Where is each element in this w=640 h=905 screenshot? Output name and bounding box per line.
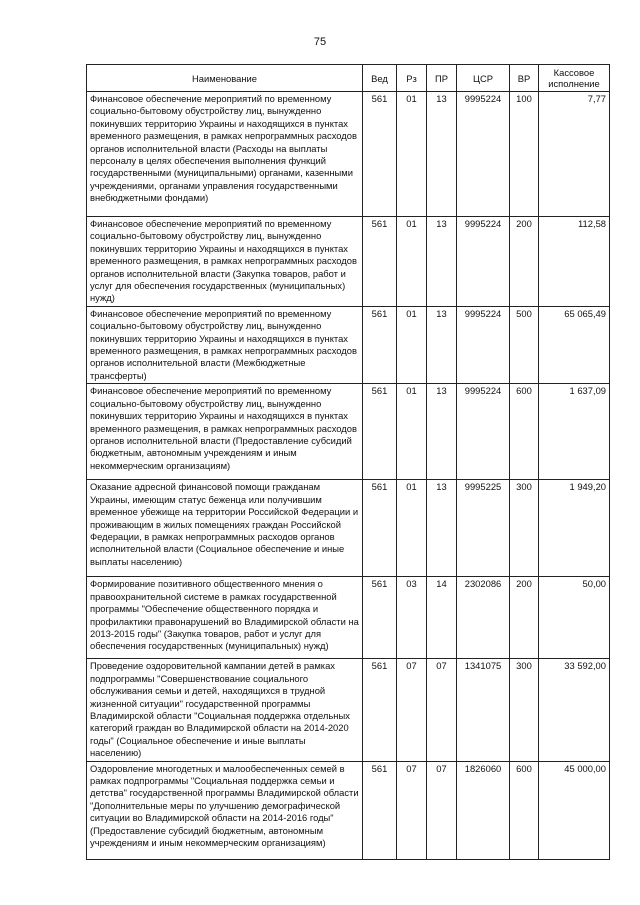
row-pr: 07 <box>427 659 457 761</box>
row-csr: 9995225 <box>457 480 510 577</box>
row-name: Финансовое обеспечение мероприятий по временному социально-бытовому обустройству лиц, вынужденно покинувших территорию Украины и находящихся в пунктах временного размещения, в рамках непрограммных расходов органов исполнительной власти (Закупка товаров, работ и услуг для обеспечения государственных (муниципальных) нужд) <box>87 217 363 307</box>
row-vr: 200 <box>510 577 539 659</box>
row-amount: 65 065,49 <box>539 306 610 383</box>
header-csr: ЦСР <box>457 65 510 92</box>
row-vr: 100 <box>510 92 539 217</box>
row-rz: 01 <box>397 480 427 577</box>
row-pr: 13 <box>427 480 457 577</box>
row-amount: 112,58 <box>539 217 610 307</box>
header-ved: Вед <box>363 65 397 92</box>
table-row <box>87 217 610 307</box>
table-row <box>87 577 610 659</box>
row-ved: 561 <box>363 306 397 383</box>
row-vr: 200 <box>510 217 539 307</box>
table-row <box>87 384 610 480</box>
row-csr: 1341075 <box>457 659 510 761</box>
row-csr: 9995224 <box>457 306 510 383</box>
row-ved: 561 <box>363 577 397 659</box>
row-rz: 01 <box>397 306 427 383</box>
row-amount: 33 592,00 <box>539 659 610 761</box>
row-ved: 561 <box>363 92 397 217</box>
row-pr: 13 <box>427 306 457 383</box>
row-name: Финансовое обеспечение мероприятий по временному социально-бытовому обустройству лиц, вынужденно покинувших территорию Украины и находящихся в пунктах временного размещения, в рамках непрограммных расходов органов исполнительной власти (Расходы на выплаты персоналу в целях обеспечения выполнения функций государственными (муниципальными) органами, казенными учреждениями, органами управления государственными внебюджетными фондами) <box>87 92 363 217</box>
page-number: 75 <box>313 36 327 48</box>
row-rz: 01 <box>397 92 427 217</box>
row-name: Финансовое обеспечение мероприятий по временному социально-бытовому обустройству лиц, вынужденно покинувших территорию Украины и находящихся в пунктах временного размещения, в рамках непрограммных расходов органов исполнительной власти (Межбюджетные трансферты) <box>87 306 363 383</box>
row-vr: 600 <box>510 384 539 480</box>
header-rz: Рз <box>397 65 427 92</box>
header-pr: ПР <box>427 65 457 92</box>
row-name: Формирование позитивного общественного мнения о правоохранительной системе в рамках государственной программы "Обеспечение общественного порядка и профилактики правонарушений во Владимирской области на 2013-2015 годы" (Закупка товаров, работ и услуг для обеспечения государственных (муниципальных) нужд) <box>87 577 363 659</box>
row-pr: 13 <box>427 217 457 307</box>
table-row <box>87 480 610 577</box>
row-ved: 561 <box>363 659 397 761</box>
table-row <box>87 761 610 859</box>
budget-execution-table <box>86 64 610 860</box>
row-vr: 500 <box>510 306 539 383</box>
row-rz: 07 <box>397 659 427 761</box>
row-name: Оздоровление многодетных и малообеспеченных семей в рамках подпрограммы "Социальная поддержка семьи и детства" государственной программы Владимирской области "Дополнительные меры по улучшению демографической ситуации во Владимирской области на 2014-2016 годы" (Предоставление субсидий бюджетным, автономным учреждениям и иным некоммерческим организациям) <box>87 761 363 859</box>
row-amount: 7,77 <box>539 92 610 217</box>
header-name: Наименование <box>87 65 363 92</box>
row-pr: 13 <box>427 92 457 217</box>
row-ved: 561 <box>363 761 397 859</box>
row-pr: 13 <box>427 384 457 480</box>
table-row <box>87 659 610 761</box>
row-csr: 2302086 <box>457 577 510 659</box>
row-ved: 561 <box>363 384 397 480</box>
row-name: Финансовое обеспечение мероприятий по временному социально-бытовому обустройству лиц, вынужденно покинувших территорию Украины и находящихся в пунктах временного размещения, в рамках непрограммных расходов органов исполнительной власти (Предоставление субсидий бюджетным, автономным учреждениям и иным некоммерческим организациям) <box>87 384 363 480</box>
row-csr: 9995224 <box>457 384 510 480</box>
row-rz: 01 <box>397 217 427 307</box>
header-vr: ВР <box>510 65 539 92</box>
row-rz: 03 <box>397 577 427 659</box>
row-amount: 50,00 <box>539 577 610 659</box>
row-csr: 9995224 <box>457 92 510 217</box>
row-csr: 1826060 <box>457 761 510 859</box>
row-name: Проведение оздоровительной кампании детей в рамках подпрограммы "Совершенствование социального обслуживания семьи и детей, находящихся в трудной жизненной ситуации" государственной программы Владимирской области "Социальная поддержка отдельных категорий граждан во Владимирской области на 2014-2020 годы" (Социальное обеспечение и иные выплаты населению) <box>87 659 363 761</box>
table-row <box>87 92 610 217</box>
row-vr: 600 <box>510 761 539 859</box>
row-name: Оказание адресной финансовой помощи гражданам Украины, имеющим статус беженца или получившим временное убежище на территории Российской Федерации и проживающим в жилых помещениях граждан Российской Федерации, в рамках непрограммных расходов органов исполнительной власти (Социальное обеспечение и иные выплаты населению) <box>87 480 363 577</box>
table-header-row <box>87 65 610 92</box>
table-row <box>87 306 610 383</box>
row-vr: 300 <box>510 659 539 761</box>
row-pr: 07 <box>427 761 457 859</box>
row-ved: 561 <box>363 217 397 307</box>
row-pr: 14 <box>427 577 457 659</box>
row-csr: 9995224 <box>457 217 510 307</box>
row-rz: 01 <box>397 384 427 480</box>
row-vr: 300 <box>510 480 539 577</box>
row-rz: 07 <box>397 761 427 859</box>
row-amount: 1 637,09 <box>539 384 610 480</box>
row-amount: 45 000,00 <box>539 761 610 859</box>
row-ved: 561 <box>363 480 397 577</box>
row-amount: 1 949,20 <box>539 480 610 577</box>
header-amount: Кассовое исполнение <box>539 65 610 92</box>
